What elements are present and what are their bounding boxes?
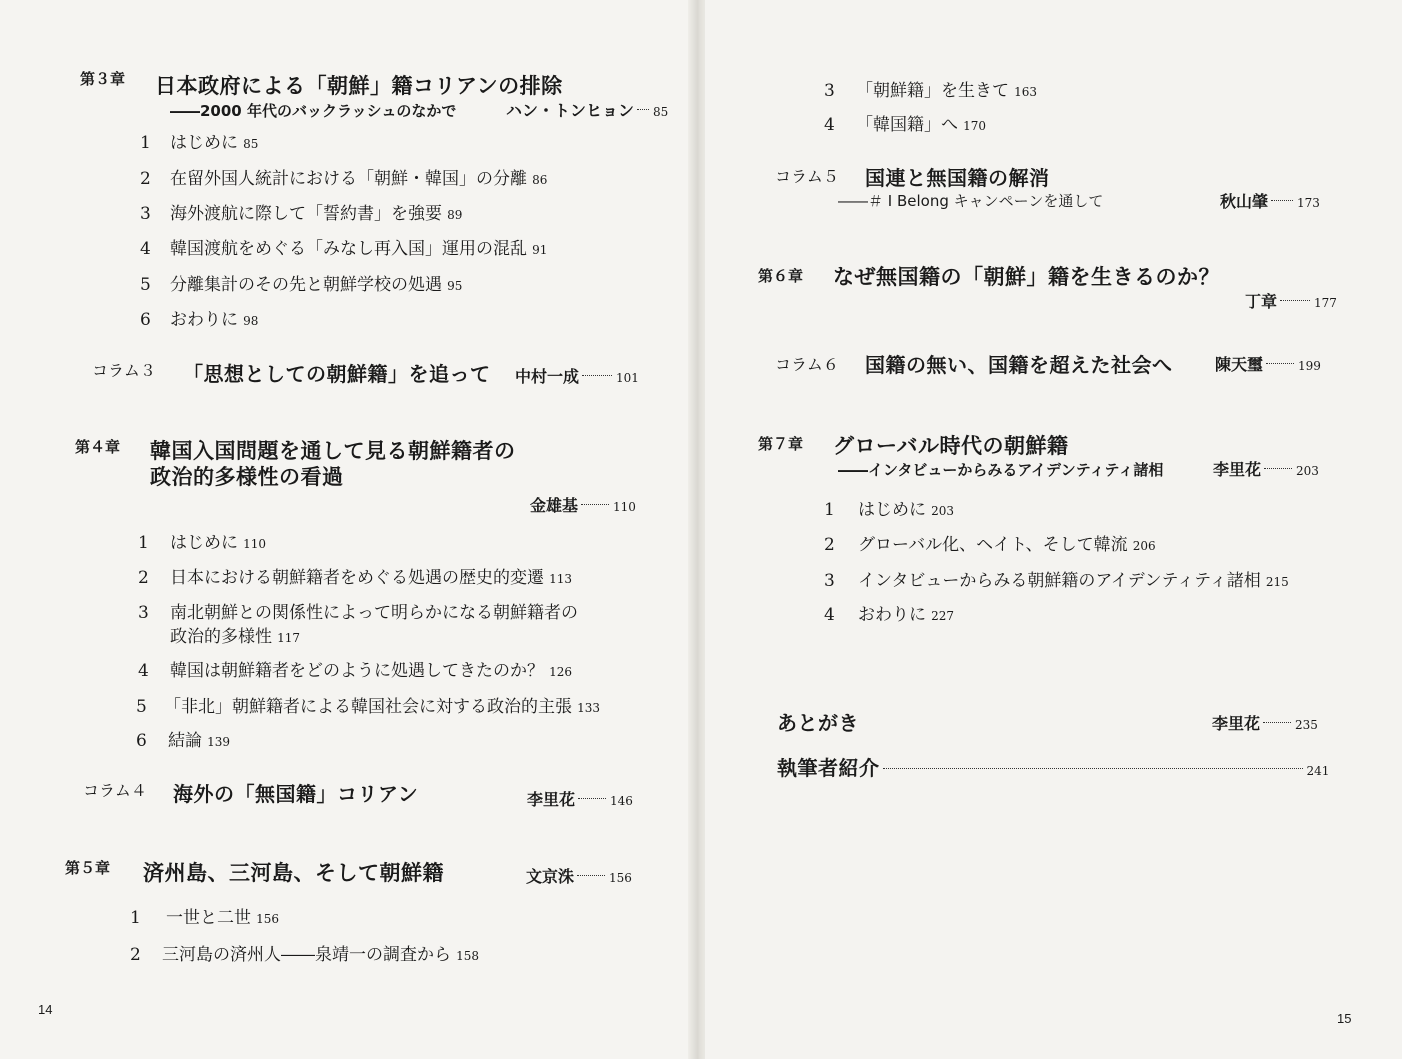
column-5-label: コラム５ [775, 167, 839, 186]
toc-entry: 4 韓国は朝鮮籍者をどのように処遇してきたのか？ 126 [138, 661, 572, 681]
chapter-5-title: 済州島、三河島、そして朝鮮籍 [143, 860, 444, 885]
toc-entry: 1 はじめに 85 [140, 133, 259, 153]
chapter-6-author-line: 丁章 177 [1245, 292, 1337, 311]
leader-dots [1264, 468, 1292, 469]
chapter-7-title: グローバル時代の朝鮮籍 [833, 433, 1069, 458]
column-4-title: 海外の「無国籍」コリアン [173, 782, 419, 806]
column-6-author-line: 陳天璽 199 [1215, 355, 1321, 374]
column-4-label: コラム４ [83, 781, 147, 800]
toc-entry: 3 インタビューからみる朝鮮籍のアイデンティティ諸相 215 [824, 571, 1289, 591]
right-page [705, 0, 1402, 1059]
column-6-title: 国籍の無い、国籍を超えた社会へ [865, 353, 1173, 377]
toc-entry: 3 「朝鮮籍」を生きて 163 [824, 81, 1037, 101]
toc-entry: 6 結論 139 [136, 731, 230, 751]
chapter-4-title-line1: 韓国入国問題を通して見る朝鮮籍者の [150, 438, 516, 463]
toc-entry: 3 海外渡航に際して「誓約書」を強要 89 [140, 204, 463, 224]
leader-dots [1280, 300, 1310, 301]
leader-dots [1271, 200, 1293, 201]
page-number: 15 [1337, 1011, 1352, 1026]
toc-entry: 2 グローバル化、ヘイト、そして韓流 206 [824, 535, 1156, 555]
column-4-author-line: 李里花 146 [527, 790, 633, 809]
toc-entry: 2 日本における朝鮮籍者をめぐる処遇の歴史的変遷 113 [138, 568, 572, 588]
afterword-title: あとがき [777, 711, 859, 735]
column-3-label: コラム３ [92, 361, 156, 380]
chapter-5-author: 文京洙 [526, 867, 575, 886]
page-number: 14 [38, 1002, 53, 1017]
chapter-6-label: 第６章 [758, 267, 804, 285]
chapter-7-label: 第７章 [758, 435, 804, 453]
chapter-6-title: なぜ無国籍の「朝鮮」籍を生きるのか？ [833, 264, 1220, 289]
chapter-7-author-line: 李里花 203 [1213, 460, 1319, 479]
toc-entry: 5 分離集計のその先と朝鮮学校の処遇 95 [140, 275, 463, 295]
leader-dots [578, 798, 606, 799]
toc-entry-continued: 政治的多様性 117 [170, 627, 300, 647]
contributors-title: 執筆者紹介 [777, 756, 880, 780]
leader-dots [1263, 722, 1291, 723]
column-6-author: 陳天璽 [1215, 355, 1264, 374]
leader-dots [582, 375, 612, 376]
column-3-title: 「思想としての朝鮮籍」を追って [183, 362, 491, 386]
leader-dots [883, 768, 1303, 769]
toc-entry: 3 南北朝鮮との関係性によって明らかになる朝鮮籍者の [138, 603, 578, 623]
column-5-subtitle: ――＃ I Belong キャンペーンを通して [838, 192, 1104, 210]
chapter-5-label: 第５章 [65, 859, 111, 877]
afterword-author: 李里花 [1212, 714, 1261, 733]
leader-dots [637, 109, 649, 110]
toc-entry: 2 在留外国人統計における「朝鮮・韓国」の分離 86 [140, 169, 548, 189]
left-page [0, 0, 695, 1059]
chapter-3-label: 第３章 [80, 70, 126, 88]
column-5-author-line: 秋山肇 173 [1220, 192, 1320, 211]
chapter-4-author-line: 金雄基 110 [530, 496, 636, 515]
toc-entry: 4 「韓国籍」へ 170 [824, 115, 986, 135]
toc-entry: 1 一世と二世 156 [130, 908, 279, 928]
column-4-author: 李里花 [527, 790, 576, 809]
leader-dots [1266, 363, 1294, 364]
afterword-author-line: 李里花 235 [1212, 714, 1318, 733]
column-5-title: 国連と無国籍の解消 [865, 166, 1050, 190]
toc-entry: 1 はじめに 110 [138, 533, 266, 553]
chapter-6-author: 丁章 [1245, 292, 1278, 311]
column-3-author: 中村一成 [515, 367, 580, 386]
chapter-4-author: 金雄基 [530, 496, 579, 515]
toc-entry: 4 おわりに 227 [824, 605, 954, 625]
column-6-label: コラム６ [775, 355, 839, 374]
chapter-4-title-line2: 政治的多様性の看過 [150, 464, 344, 489]
chapter-3-author: ハン・トンヒョン [506, 101, 635, 120]
chapter-3-subtitle: ――2000 年代のバックラッシュのなかで [170, 102, 457, 120]
chapter-7-subtitle: ――インタビューからみるアイデンティティ諸相 [838, 461, 1164, 479]
column-3-author-line: 中村一成 101 [515, 367, 639, 386]
chapter-5-author-line: 文京洙 156 [526, 867, 632, 886]
chapter-7-author: 李里花 [1213, 460, 1262, 479]
leader-dots [581, 504, 609, 505]
chapter-4-label: 第４章 [75, 438, 121, 456]
toc-entry: 6 おわりに 98 [140, 310, 259, 330]
toc-entry: 4 韓国渡航をめぐる「みなし再入国」運用の混乱 91 [140, 239, 548, 259]
toc-entry: 1 はじめに 203 [824, 500, 954, 520]
contributors-line: 執筆者紹介 241 [777, 756, 1330, 780]
chapter-3-page: 85 [653, 105, 669, 119]
chapter-3-title: 日本政府による「朝鮮」籍コリアンの排除 [155, 73, 563, 98]
toc-entry: 2 三河島の済州人――泉靖一の調査から 158 [130, 945, 479, 965]
chapter-3-author-line [506, 98, 668, 121]
leader-dots [577, 875, 605, 876]
toc-entry: 5 「非北」朝鮮籍者による韓国社会に対する政治的主張 133 [136, 697, 600, 717]
column-5-author: 秋山肇 [1220, 192, 1269, 211]
